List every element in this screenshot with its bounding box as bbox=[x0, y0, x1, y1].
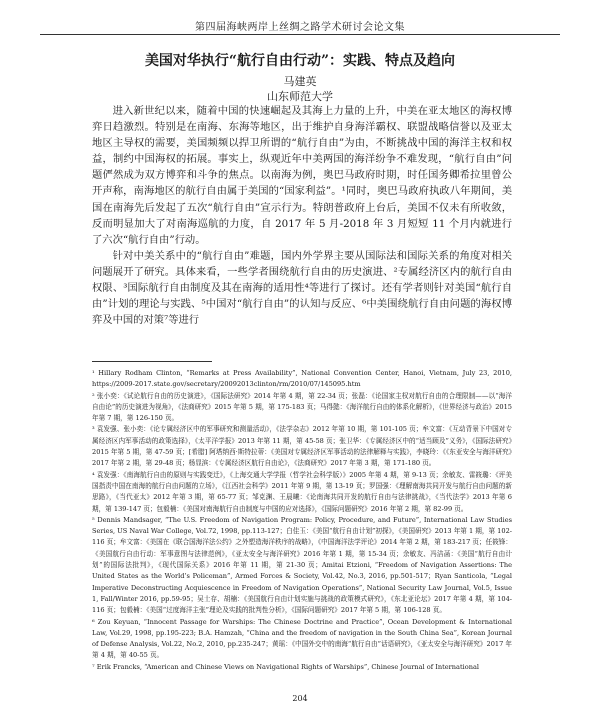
footnote-7: ⁷ Erik Francks, “American and Chinese Views on Navigational Rights of Warships”, Chinese Journal of International bbox=[92, 662, 480, 671]
header-divider bbox=[40, 34, 560, 35]
author-affiliation: 山东师范大学 bbox=[267, 90, 333, 103]
footnote-5: ⁵ Dennis Mandsager, “The U.S. Freedom of Navigation Program: Policy, Procedure, and Future”, International Law Studies Series, US Naval War College, Vol.72, 1998, pp.113-127；白佳玉：《美国“航行自由计划”初探》，《美国研究》2013 年第 1 期，第 102-116 页；牟文富：《美国在《联合国海洋法公约》之外塑造海洋秩序的战略》，《中国海洋法学评论》2014 年第 2 期，第 183-217 页；任筱锋：《美国航行自由行动：军事意图与法律范例》，《亚太安全与海洋研究》2016 年第 1 期，第 15-34 页；余敏友、冯洁菡：《美国“航行自由计划”的国际法批判》，《现代国际关系》2016 年第 11 期，第 21-30 页；Amitai Etzioni, “Freedom of Navigation Assertions: The United States as the World’s Policeman”, Armed Forces & Society, Vol.42, No.3, 2016, pp.501-517；Ryan Santicola, “Legal Imperative Deconstructing Acquiescence in Freedom of Navigation Operations”, National Security Law Journal, Vol.5, Issue 1, Fall/Winter 2016, pp.59-95；吴士存、胡楠：《美国航行自由计划实施与挑战的政策模式研究》，《东北亚论坛》2017 年第 4 期，第 104-116 页；包毅楠：《美国“过度海洋主张”理论及实践的批判性分析》，《国际问题研究》2017 年第 5 期，第 106-128 页。 bbox=[92, 515, 512, 615]
page-number: 204 bbox=[292, 694, 308, 703]
footnote-6: ⁶ Zou Keyuan, “Innocent Passage for Warships: The Chinese Doctrine and Practice”, Ocean Development & International Law, Vol.29, 1998, pp.195-223; B.A. Hamzah, “China and the freedom of navigation in the South China Sea”, Korean Journal of Defense Analysis, Vol.22, No.2, 2010, pp.235-247；黄瑶：《中国外交中的南海“航行自由”话语研究》，《亚太安全与海洋研究》2017 年第 4 期，第 40-55 页。 bbox=[92, 617, 512, 660]
footnote-1: ¹ Hillary Rodham Clinton, “Remarks at Press Availability”, National Convention Center, Hanoi, Vietnam, July 23, 2010, https://2009-2017.state.gov/secretary/20092013clinton/rm/2010/07/145095.htm bbox=[92, 369, 512, 389]
author-name: 马建英 bbox=[283, 75, 317, 88]
footnote-4: ⁴ 袁发强：《南海航行自由的原则与实践变迁》，《上海交通大学学报（哲学社会科学版）》2005 年第 4 期，第 9-13 页；余敏友、雷筱璐：《评美国指责中国在南海的航行自由问题的立场》，《江西社会科学》2011 年第 9 期，第 13-19 页；罗国强：《理解南海共同开发与航行自由问题的新思路》，《当代亚太》2012 年第 3 期，第 65-77 页；邹克渊、王晨曦：《论南海共同开发的航行自由与法律挑战》，《当代法学》2013 年第 6 期，第 139-147 页；包毅楠：《美国对南海航行自由制度与中国的应对选择》，《国际问题研究》2016 年第 2 期，第 82-99 页。 bbox=[92, 470, 512, 513]
paper-title: 美国对华执行“航行自由行动”：实践、特点及趋向 bbox=[144, 53, 456, 69]
footnote-divider bbox=[92, 361, 212, 362]
body-paragraph: 进入新世纪以来，随着中国的快速崛起及其海上力量的上升，中美在亚太地区的海权博弈日趋激烈。特别是在南海、东海等地区，出于维护自身海洋霸权、联盟战略信誉以及亚太地区主导权的需要，美国频频以捍卫所谓的“航行自由”为由，不断挑战中国的海洋主权和权益，制约中国海权的拓展。事实上，纵观近年中美两国的海洋纷争不难发现，“航行自由”问题俨然成为双方博弈和斗争的焦点。以南海为例，奥巴马政府时期，时任国务卿希拉里曾公开声称，南海地区的航行自由属于美国的“国家利益”。¹同时，奥巴马政府执政八年期间，美国在南海先后发起了五次“航行自由”宣示行为。特朗普政府上台后，美国不仅未有所收敛，反而明显加大了对南海巡航的力度，自 2017 年 5 月-2018 年 3 月短短 11 个月内就进行了六次“航行自由”行动。 bbox=[92, 105, 512, 246]
footnote-3: ³ 袁发强、张小奕：《论专属经济区中的军事研究和测量活动》，《法学杂志》2012 年第 10 期，第 101-105 页；牟文富：《互动背景下中国对专属经济区内军事活动的政策选择》，《太平洋学报》2013 年第 11 期，第 45-58 页；张卫华：《专属经济区中的“适当顾及”义务》，《国际法研究》2015 年第 5 期，第 47-59 页；[希腊] 阿塔纳西·斯特拉蒂：《美国对专属经济区军事活动的法律解释与实践》，李晓玲：《《东亚安全与海洋研究》2017 年第 2 期，第 29-48 页；杨显滨：《专属经济区航行自由论》，《法商研究》2017 年第 3 期，第 171-180 页。 bbox=[92, 425, 512, 468]
running-header: 第四届海峡两岸上丝绸之路学术研讨会论文集 bbox=[195, 22, 405, 33]
footnote-2: ² 张小奕：《试论航行自由的历史演进》，《国际法研究》2014 年第 4 期，第 22-34 页；张磊：《论国家主权对航行自由的合理限制——以“海洋自由论”的历史演进为视角》，《法商研究》2015 年第 5 期，第 175-183 页；马得懿：《海洋航行自由的体系化解析》，《世界经济与政治》2015 年第 7 期，第 126-150 页。 bbox=[92, 391, 512, 423]
body-text bbox=[92, 103, 512, 328]
footnotes bbox=[92, 368, 512, 673]
body-paragraph: 针对中美关系中的“航行自由”难题，国内外学界主要从国际法和国际关系的角度对相关问题展开了研究。具体来看，一些学者围绕航行自由的历史演进、²专属经济区内的航行自由权限、³国际航行自由制度及其在南海的适用性⁴等进行了探讨。还有学者则针对美国“航行自由”计划的理论与实践、⁵中国对“航行自由”的认知与反应、⁶中美围绕航行自由问题的海权博弈及中国的对策⁷等进行 bbox=[92, 249, 512, 327]
